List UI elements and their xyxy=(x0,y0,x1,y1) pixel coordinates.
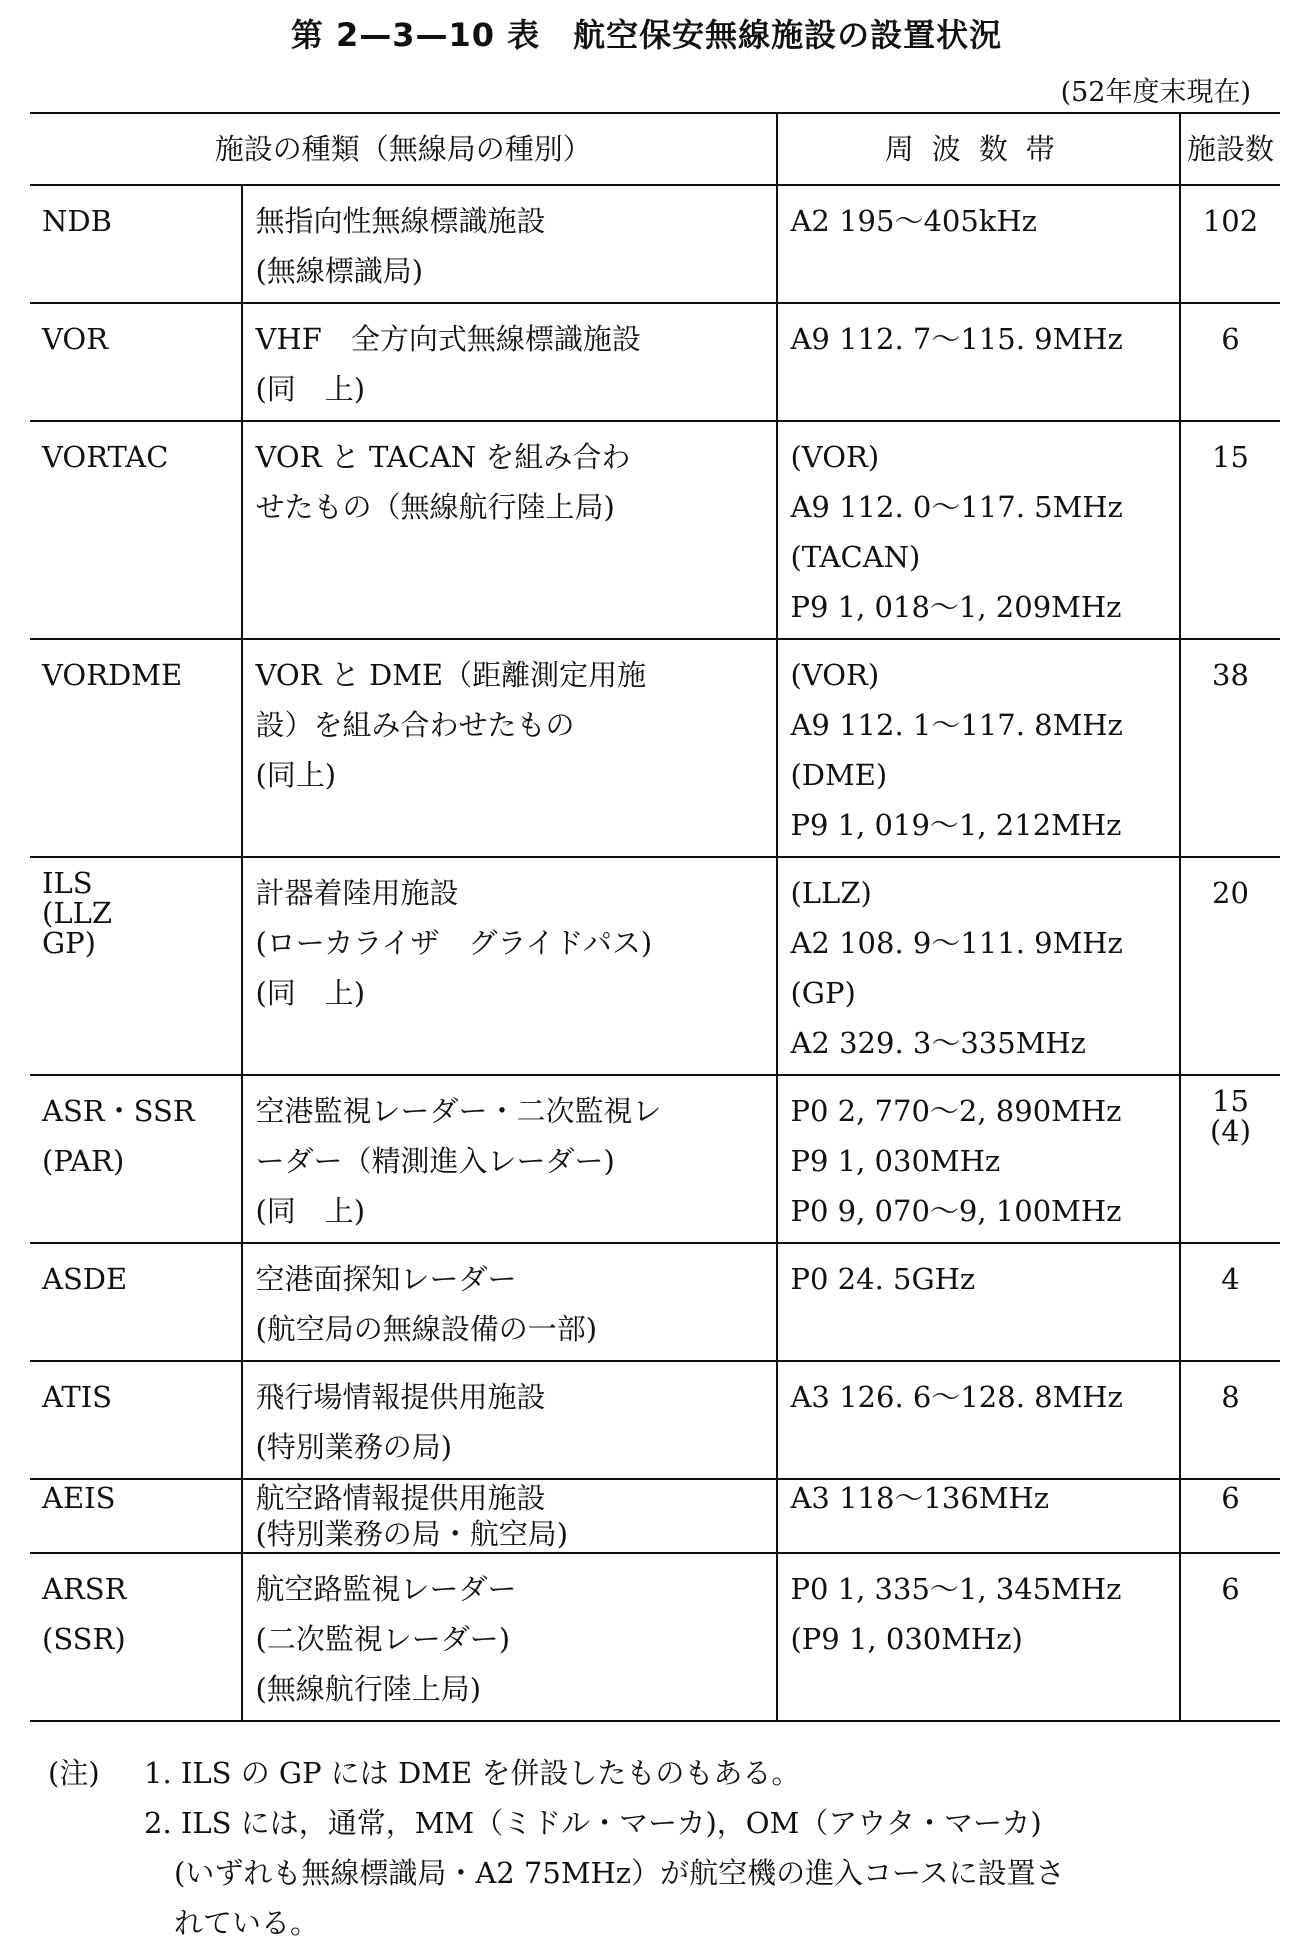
facility-code-cell xyxy=(30,1243,242,1361)
frequency-cell xyxy=(777,1361,1179,1479)
cell-text-line: A3 126. 6～128. 8MHz xyxy=(790,1380,1123,1414)
cell-text-line: A2 329. 3～335MHz xyxy=(790,1026,1086,1060)
facility-name-cell xyxy=(242,857,777,1075)
cell-text-line: 15 xyxy=(1212,440,1249,474)
cell-text-line: 計器着陸用施設 xyxy=(255,876,459,910)
cell-text-line: (二次監視レーダー) xyxy=(255,1622,511,1656)
facility-name-cell xyxy=(242,1243,777,1361)
note-number: 1. xyxy=(144,1756,172,1790)
cell-text-line: (PAR) xyxy=(42,1144,125,1178)
frequency-cell xyxy=(777,1553,1179,1721)
cell-text-line: 6 xyxy=(1221,1572,1240,1606)
header-frequency: 周波数帯 xyxy=(777,113,1179,185)
cell-text-line: (VOR) xyxy=(790,658,880,692)
frequency-cell xyxy=(777,1479,1179,1553)
header-count: 施設数 xyxy=(1180,113,1280,185)
note-text-line: れている。 xyxy=(174,1906,320,1940)
cell-text-line: A2 195～405kHz xyxy=(790,204,1037,238)
facility-code-cell xyxy=(30,303,242,421)
cell-text-line: 15 xyxy=(1212,1084,1249,1118)
cell-text-line: VHF 全方向式無線標識施設 xyxy=(255,322,641,356)
facility-name-cell xyxy=(242,1553,777,1721)
table-row xyxy=(30,185,1280,303)
facility-table xyxy=(30,112,1280,1722)
table-row xyxy=(30,1361,1280,1479)
frequency-cell xyxy=(777,1075,1179,1243)
cell-text-line: せたもの（無線航行陸上局) xyxy=(255,490,615,524)
cell-text-line: P0 1, 335～1, 345MHz xyxy=(790,1572,1122,1606)
cell-text-line: VOR と TACAN を組み合わ xyxy=(255,440,631,474)
cell-text-line: (VOR) xyxy=(790,440,880,474)
cell-text-line: ASDE xyxy=(42,1262,128,1296)
cell-text-line: 無指向性無線標識施設 xyxy=(255,204,546,238)
facility-code-cell xyxy=(30,421,242,639)
cell-text-line: ATIS xyxy=(42,1380,113,1414)
as-of-date: (52年度末現在) xyxy=(1060,77,1251,108)
facility-name-cell xyxy=(242,1075,777,1243)
cell-text-line: (LLZ xyxy=(42,896,112,930)
table-row xyxy=(30,1243,1280,1361)
cell-text-line: VOR xyxy=(42,322,109,356)
note-mark: (注) xyxy=(48,1756,100,1790)
facility-count-cell xyxy=(1180,1361,1280,1479)
table-row xyxy=(30,421,1280,639)
cell-text-line: VORTAC xyxy=(42,440,169,474)
cell-text-line: NDB xyxy=(42,204,112,238)
cell-text-line: 航空路情報提供用施設 xyxy=(255,1481,546,1515)
cell-text-line: GP) xyxy=(42,926,96,960)
cell-text-line: 空港監視レーダー・二次監視レ xyxy=(255,1094,662,1128)
cell-text-line: (DME) xyxy=(790,758,888,792)
facility-count-cell xyxy=(1180,1553,1280,1721)
cell-text-line: 38 xyxy=(1212,658,1249,692)
facility-name-cell xyxy=(242,1361,777,1479)
header-facility-type: 施設の種類（無線局の種別） xyxy=(30,113,777,185)
facility-code-cell xyxy=(30,857,242,1075)
notes-section xyxy=(48,1748,1248,1948)
cell-text-line: (TACAN) xyxy=(790,540,921,574)
cell-text-line: 空港面探知レーダー xyxy=(255,1262,517,1296)
cell-text-line: (GP) xyxy=(790,976,856,1010)
cell-text-line: ILS xyxy=(42,866,93,900)
cell-text-line: 4 xyxy=(1221,1262,1240,1296)
cell-text-line: A3 118～136MHz xyxy=(790,1481,1050,1515)
note-text-line: (いずれも無線標識局・A2 75MHz）が航空機の進入コースに設置さ xyxy=(174,1856,1065,1890)
facility-name-cell xyxy=(242,185,777,303)
cell-text-line: ARSR xyxy=(42,1572,127,1606)
table-title: 第 2—3—10 表 航空保安無線施設の設置状況 xyxy=(290,16,1003,54)
frequency-cell xyxy=(777,185,1179,303)
frequency-cell xyxy=(777,421,1179,639)
cell-text-line: A9 112. 0～117. 5MHz xyxy=(790,490,1123,524)
facility-code-cell xyxy=(30,1075,242,1243)
table-row xyxy=(30,303,1280,421)
table-body xyxy=(30,185,1280,1721)
cell-text-line: 102 xyxy=(1202,204,1259,238)
cell-text-line: 20 xyxy=(1212,876,1249,910)
facility-name-cell xyxy=(242,639,777,857)
table-row xyxy=(30,857,1280,1075)
facility-code-cell xyxy=(30,1553,242,1721)
cell-text-line: 設）を組み合わせたもの xyxy=(255,708,575,742)
cell-text-line: P0 2, 770～2, 890MHz xyxy=(790,1094,1122,1128)
table-row xyxy=(30,639,1280,857)
cell-text-line: 6 xyxy=(1221,1481,1240,1515)
facility-count-cell xyxy=(1180,1243,1280,1361)
note-2 xyxy=(48,1798,1248,1848)
facility-code-cell xyxy=(30,639,242,857)
cell-text-line: ASR・SSR xyxy=(42,1094,195,1128)
frequency-cell xyxy=(777,857,1179,1075)
cell-text-line: (同上) xyxy=(255,758,337,792)
facility-count-cell xyxy=(1180,1075,1280,1243)
cell-text-line: (無線航行陸上局) xyxy=(255,1672,482,1706)
cell-text-line: (ローカライザ グライドパス) xyxy=(255,926,653,960)
cell-text-line: P9 1, 018～1, 209MHz xyxy=(790,590,1122,624)
facility-count-cell xyxy=(1180,303,1280,421)
cell-text-line: (特別業務の局) xyxy=(255,1430,453,1464)
note-2-continuation xyxy=(48,1848,1248,1948)
cell-text-line: 航空路監視レーダー xyxy=(255,1572,517,1606)
cell-text-line: AEIS xyxy=(42,1481,116,1515)
cell-text-line: P0 9, 070～9, 100MHz xyxy=(790,1194,1122,1228)
cell-text-line: ーダー（精測進入レーダー) xyxy=(255,1144,615,1178)
note-text: ILS には，通常，MM（ミドル・マーカ)，OM（アウタ・マーカ) xyxy=(180,1806,1042,1840)
cell-text-line: (4) xyxy=(1209,1114,1252,1148)
facility-code-cell xyxy=(30,185,242,303)
cell-text-line: A9 112. 1～117. 8MHz xyxy=(790,708,1123,742)
facility-code-cell xyxy=(30,1479,242,1553)
facility-count-cell xyxy=(1180,639,1280,857)
cell-text-line: (航空局の無線設備の一部) xyxy=(255,1312,598,1346)
frequency-cell xyxy=(777,639,1179,857)
cell-text-line: 8 xyxy=(1221,1380,1240,1414)
facility-count-cell xyxy=(1180,857,1280,1075)
table-row xyxy=(30,1479,1280,1553)
facility-count-cell xyxy=(1180,1479,1280,1553)
cell-text-line: P0 24. 5GHz xyxy=(790,1262,976,1296)
table-row xyxy=(30,1553,1280,1721)
facility-code-cell xyxy=(30,1361,242,1479)
frequency-cell xyxy=(777,303,1179,421)
note-text: ILS の GP には DME を併設したものもある。 xyxy=(180,1756,801,1790)
cell-text-line: 飛行場情報提供用施設 xyxy=(255,1380,546,1414)
cell-text-line: (同 上) xyxy=(255,976,366,1010)
cell-text-line: (SSR) xyxy=(42,1622,126,1656)
frequency-cell xyxy=(777,1243,1179,1361)
cell-text-line: (LLZ) xyxy=(790,876,872,910)
cell-text-line: A2 108. 9～111. 9MHz xyxy=(790,926,1123,960)
cell-text-line: (同 上) xyxy=(255,372,366,406)
cell-text-line: VOR と DME（距離測定用施 xyxy=(255,658,647,692)
facility-name-cell xyxy=(242,303,777,421)
cell-text-line: P9 1, 019～1, 212MHz xyxy=(790,808,1122,842)
cell-text-line: 6 xyxy=(1221,322,1240,356)
cell-text-line: VORDME xyxy=(42,658,183,692)
facility-name-cell xyxy=(242,421,777,639)
cell-text-line: (無線標識局) xyxy=(255,254,424,288)
cell-text-line: (P9 1, 030MHz) xyxy=(790,1622,1023,1656)
cell-text-line: (同 上) xyxy=(255,1194,366,1228)
facility-count-cell xyxy=(1180,185,1280,303)
cell-text-line: (特別業務の局・航空局) xyxy=(255,1517,569,1551)
note-number: 2. xyxy=(144,1806,172,1840)
facility-count-cell xyxy=(1180,421,1280,639)
table-row xyxy=(30,1075,1280,1243)
facility-name-cell xyxy=(242,1479,777,1553)
table-header-row xyxy=(30,113,1280,185)
cell-text-line: A9 112. 7～115. 9MHz xyxy=(790,322,1123,356)
note-1 xyxy=(48,1748,1248,1798)
cell-text-line: P9 1, 030MHz xyxy=(790,1144,1001,1178)
